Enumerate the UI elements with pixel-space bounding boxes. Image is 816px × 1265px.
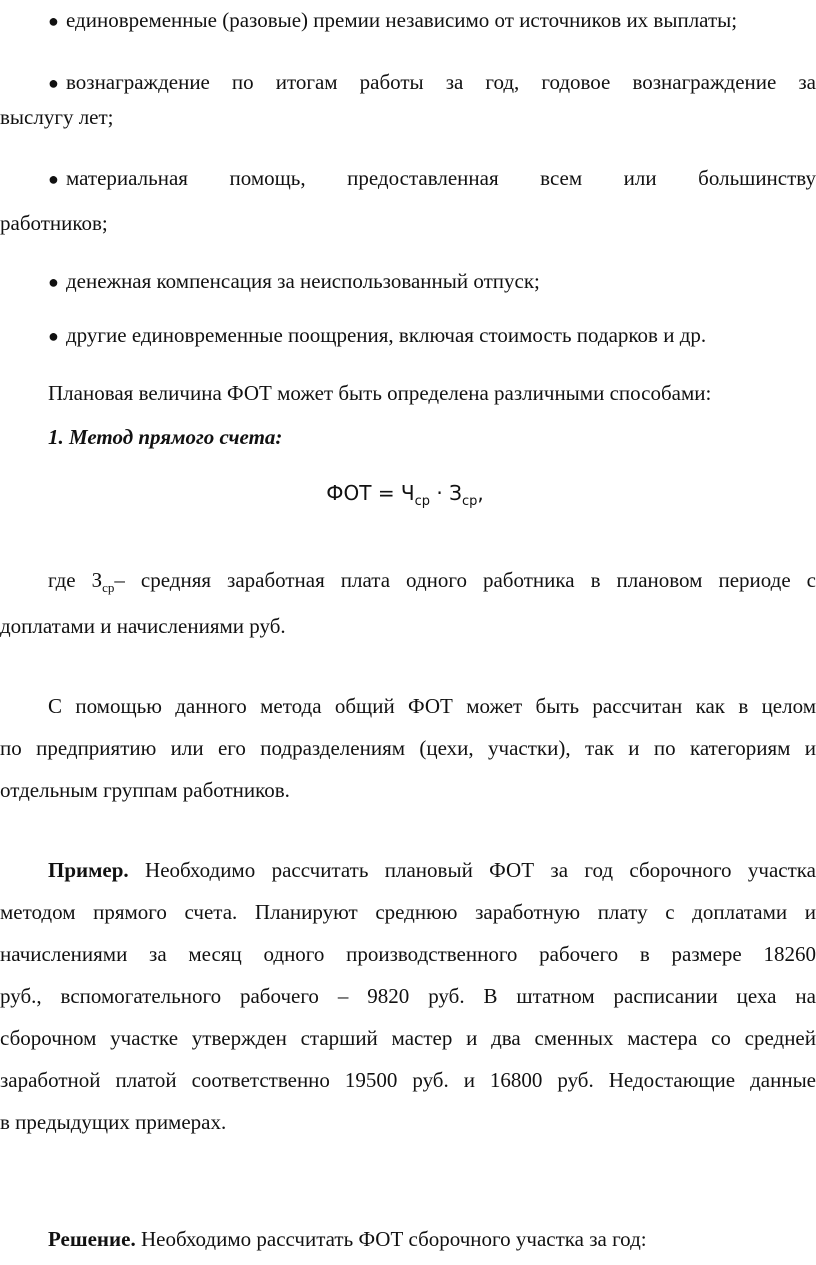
bullet-item <box>48 69 816 96</box>
method-description-line: С помощью данного метода общий ФОТ может быть рассчитан как в целом <box>48 694 816 718</box>
bullet-icon: ● <box>48 326 59 346</box>
method-heading: 1. Метод прямого счета: <box>48 425 283 449</box>
bullet-continuation: выслугу лет; <box>0 105 114 129</box>
example-line: в предыдущих примерах. <box>0 1110 227 1134</box>
formula-lhs: ФОТ = Ч <box>326 481 415 505</box>
solution-text: Необходимо рассчитать ФОТ сборочного участка за год: <box>135 1227 647 1251</box>
formula-mid: · З <box>430 481 462 505</box>
formula-tail: , <box>477 481 484 505</box>
method-description-line: отдельным группам работников. <box>0 778 290 802</box>
bullet-item <box>48 268 816 295</box>
bullet-icon: ● <box>48 11 59 31</box>
bullet-continuation: работников; <box>0 211 108 235</box>
bullet-icon: ● <box>48 272 59 292</box>
bullet-text: денежная компенсация за неиспользованный отпуск; <box>66 269 540 293</box>
example-label: Пример. <box>48 858 129 882</box>
bullet-item <box>48 7 816 34</box>
solution-line <box>48 1226 816 1252</box>
bullet-text: единовременные (разовые) премии независимо от источников их выплаты; <box>66 8 738 32</box>
formula <box>0 480 816 515</box>
bullet-text: материальная помощь, предоставленная всем или большинству <box>66 166 816 190</box>
example-line: заработной платой соответственно 19500 руб. и 16800 руб. Недостающие данные <box>0 1068 816 1092</box>
bullet-item <box>48 322 816 349</box>
intro-paragraph: Плановая величина ФОТ может быть определена различными способами: <box>48 381 712 405</box>
example-line: сборочном участке утвержден старший мастер и два сменных мастера со средней <box>0 1026 816 1050</box>
where-sub: ср <box>102 580 115 595</box>
where-paragraph <box>48 567 816 601</box>
formula-sub-salary: ср <box>461 494 478 509</box>
where-rest: – средняя заработная плата одного работника в плановом периоде с <box>114 568 816 592</box>
example-first-line <box>48 857 816 883</box>
method-description-line: по предприятию или его подразделениям (цехи, участки), так и по категориям и <box>0 736 816 760</box>
where-continuation: доплатами и начислениями руб. <box>0 614 286 638</box>
bullet-text: вознаграждение по итогам работы за год, годовое вознаграждение за <box>66 70 816 94</box>
example-line: начислениями за месяц одного производственного рабочего в размере 18260 <box>0 942 816 966</box>
bullet-icon: ● <box>48 73 59 93</box>
bullet-text: другие единовременные поощрения, включая стоимость подарков и др. <box>66 323 707 347</box>
example-line: руб., вспомогательного рабочего – 9820 руб. В штатном расписании цеха на <box>0 984 816 1008</box>
example-line: методом прямого счета. Планируют среднюю заработную плату с доплатами и <box>0 900 816 924</box>
where-prefix: где З <box>48 568 103 592</box>
bullet-icon: ● <box>48 169 59 189</box>
bullet-item <box>48 165 816 192</box>
formula-sub-workers: ср <box>414 494 431 509</box>
example-text: Необходимо рассчитать плановый ФОТ за год сборочного участка <box>128 858 816 882</box>
solution-label: Решение. <box>48 1227 136 1251</box>
